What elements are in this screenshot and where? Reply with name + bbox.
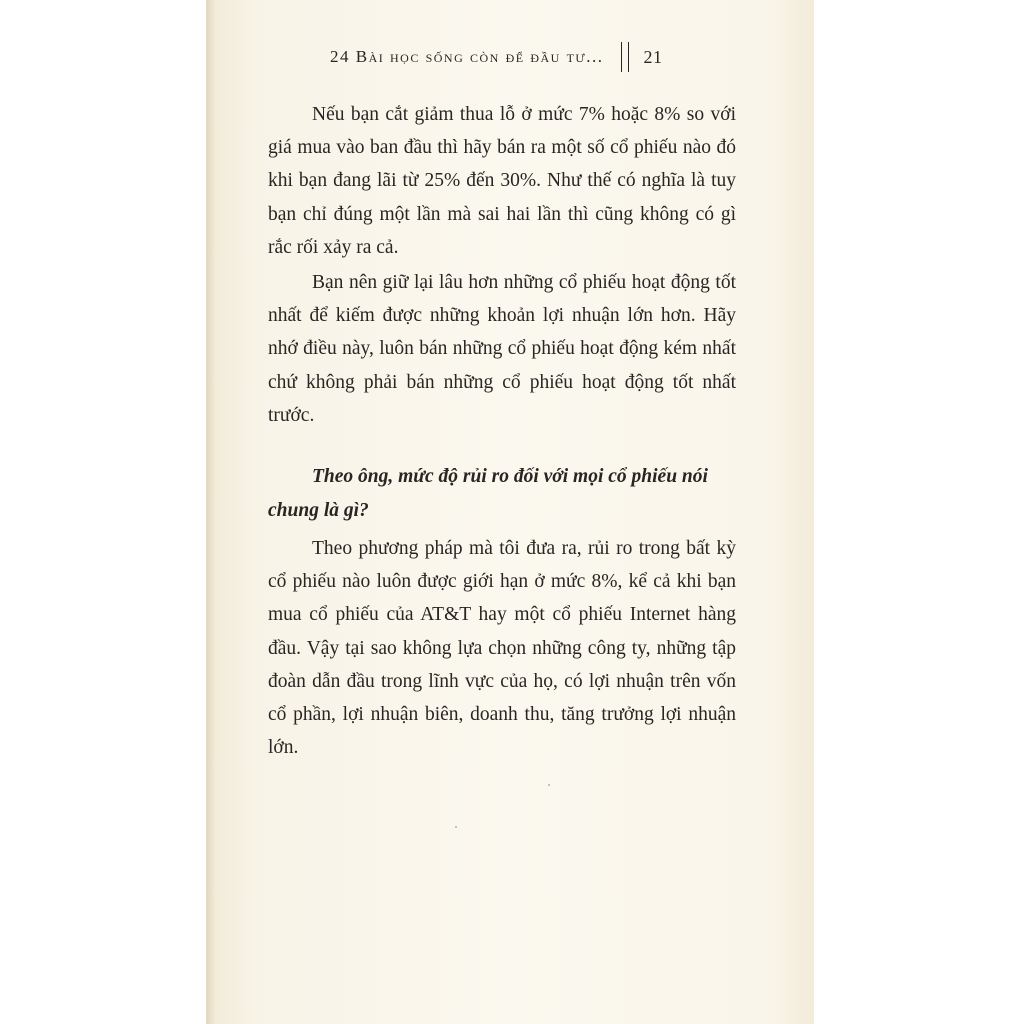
paper-speck bbox=[548, 784, 550, 786]
running-header bbox=[330, 42, 750, 72]
running-title: 24 Bài học sống còn để đầu tư... bbox=[330, 47, 604, 66]
paragraph-3: Theo phương pháp mà tôi đưa ra, rủi ro trong bất kỳ cổ phiếu nào luôn được giới hạn ở mức 8%, kể cả khi bạn mua cổ phiếu của AT&T hay một cổ phiếu Internet hàng đầu. Vậy tại sao không lựa chọn những công ty, những tập đoàn dẫn đầu trong lĩnh vực của họ, có lợi nhuận trên vốn cổ phần, lợi nhuận biên, doanh thu, tăng trưởng lợi nhuận lớn. bbox=[268, 538, 736, 759]
paragraph-2: Bạn nên giữ lại lâu hơn những cổ phiếu hoạt động tốt nhất để kiếm được những khoản lợi nhuận lớn hơn. Hãy nhớ điều này, luôn bán những cổ phiếu hoạt động kém nhất chứ không phải bán những cổ phiếu hoạt động tốt nhất trước. bbox=[268, 272, 736, 426]
header-separator bbox=[621, 42, 629, 72]
interview-question: Theo ông, mức độ rủi ro đối với mọi cổ phiếu nói chung là gì? bbox=[268, 466, 708, 521]
paper-speck bbox=[455, 826, 457, 828]
paragraph-1: Nếu bạn cắt giảm thua lỗ ở mức 7% hoặc 8% so với giá mua vào ban đầu thì hãy bán ra một số cổ phiếu nào đó khi bạn đang lãi từ 25% đến 30%. Như thế có nghĩa là tuy bạn chỉ đúng một lần mà sai hai lần thì cũng không có gì rắc rối xảy ra cả. bbox=[268, 104, 736, 258]
page-gutter-shadow bbox=[206, 0, 216, 1024]
page-number: 21 bbox=[643, 46, 663, 67]
